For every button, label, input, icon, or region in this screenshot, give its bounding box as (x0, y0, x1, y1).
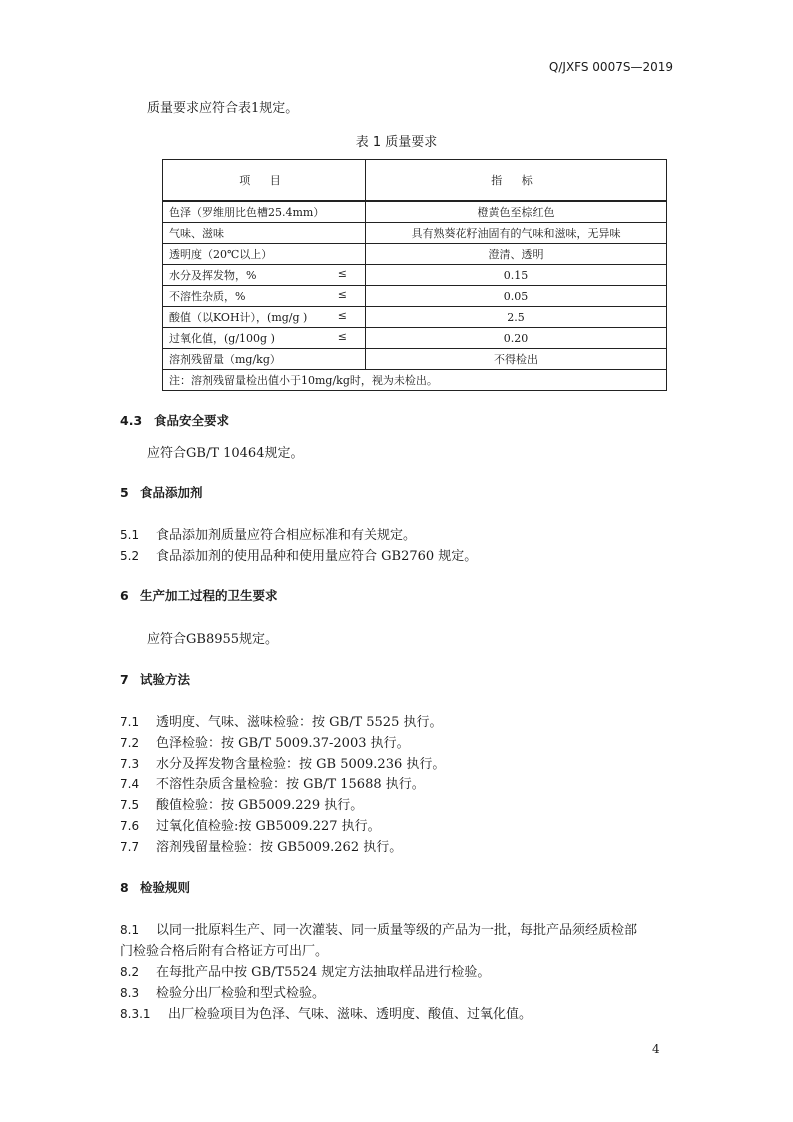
clause-text: 溶剂残留量检验：按 GB5009.262 执行。 (156, 840, 403, 855)
section-4-3-heading (120, 411, 229, 429)
section-8-heading (120, 878, 190, 896)
clause-8-1-line1 (120, 919, 637, 938)
column-header-item: 项 目 (163, 160, 366, 202)
section-number: 4.3 (120, 413, 143, 428)
section-title: 食品安全要求 (154, 413, 230, 428)
clause-text: 检验分出厂检验和型式检验。 (156, 986, 326, 1001)
row-value: 0.20 (366, 328, 667, 349)
clause-text: 酸值检验：按 GB5009.229 执行。 (156, 798, 364, 813)
row-item-label: 透明度（20℃以上） (169, 248, 273, 261)
row-item-label: 过氧化值，(g/100g ) (169, 332, 275, 345)
clause-text: 食品添加剂的使用品种和使用量应符合 GB2760 规定。 (156, 549, 478, 564)
row-value: 澄清、透明 (366, 244, 667, 265)
clause-7-3 (120, 753, 445, 772)
clause-8-1-line2: 门检验合格后附有合格证方可出厂。 (120, 944, 329, 959)
clause-8-2 (120, 961, 490, 980)
clause-text: 水分及挥发物含量检验：按 GB 5009.236 执行。 (156, 757, 446, 772)
row-item (163, 307, 366, 328)
clause-number: 7.3 (120, 757, 140, 771)
section-title: 试验方法 (140, 672, 191, 687)
row-item-label: 酸值（以KOH计），(mg/g ) (169, 311, 308, 324)
row-item-label: 气味、滋味 (169, 227, 224, 240)
clause-7-4 (120, 773, 425, 792)
table-note: 注：溶剂残留量检出值小于10mg/kg时，视为未检出。 (163, 370, 667, 391)
row-comparator: ≤ (337, 267, 347, 280)
row-item (163, 223, 366, 244)
row-item (163, 328, 366, 349)
clause-7-6 (120, 815, 381, 834)
section-number: 6 (120, 588, 129, 603)
clause-7-5 (120, 794, 363, 813)
clause-text: 过氧化值检验:按 GB5009.227 执行。 (156, 819, 381, 834)
clause-text: 色泽检验：按 GB/T 5009.37-2003 执行。 (156, 736, 410, 751)
row-value: 橙黄色至棕红色 (366, 201, 667, 223)
clause-number: 7.1 (120, 715, 140, 729)
clause-7-1 (120, 711, 442, 730)
table-title: 表 1 质量要求 (355, 135, 438, 150)
clause-number: 8.1 (120, 923, 140, 937)
clause-text: 透明度、气味、滋味检验：按 GB/T 5525 执行。 (156, 715, 443, 730)
row-value: 0.15 (366, 265, 667, 286)
document-code: Q/JXFS 0007S—2019 (548, 60, 673, 74)
table-row (163, 328, 667, 349)
clause-number: 7.4 (120, 777, 140, 791)
row-item (163, 244, 366, 265)
clause-number: 5.1 (120, 528, 140, 542)
section-number: 7 (120, 672, 129, 687)
section-4-3-text: 应符合GB/T 10464规定。 (147, 446, 304, 461)
row-item (163, 286, 366, 307)
clause-8-3 (120, 982, 325, 1001)
clause-text: 出厂检验项目为色泽、气味、滋味、透明度、酸值、过氧化值。 (168, 1007, 533, 1022)
section-6-text: 应符合GB8955规定。 (147, 632, 279, 647)
clause-text: 在每批产品中按 GB/T5524 规定方法抽取样品进行检验。 (156, 965, 491, 980)
row-item-label: 溶剂残留量（mg/kg） (169, 353, 281, 366)
clause-number: 7.2 (120, 736, 140, 750)
row-value: 0.05 (366, 286, 667, 307)
table-row (163, 201, 667, 223)
section-title: 食品添加剂 (140, 485, 203, 500)
clause-number: 7.6 (120, 819, 140, 833)
clause-text: 以同一批原料生产、同一次灌装、同一质量等级的产品为一批，每批产品须经质检部 (156, 923, 638, 938)
clause-number: 8.2 (120, 965, 140, 979)
row-item-label: 水分及挥发物，% (169, 269, 257, 282)
clause-number: 7.7 (120, 840, 140, 854)
row-value: 具有熟葵花籽油固有的气味和滋味，无异味 (366, 223, 667, 244)
clause-5-2 (120, 545, 477, 564)
clause-number: 7.5 (120, 798, 140, 812)
clause-number: 8.3 (120, 986, 140, 1000)
table-row (163, 286, 667, 307)
intro-text: 质量要求应符合表1规定。 (147, 101, 299, 116)
clause-8-3-1 (120, 1003, 532, 1022)
section-title: 检验规则 (140, 880, 191, 895)
clause-number: 8.3.1 (120, 1007, 151, 1021)
column-header-index: 指 标 (366, 160, 667, 202)
section-7-heading (120, 670, 190, 688)
row-item-label: 不溶性杂质，% (169, 290, 246, 303)
clause-number: 5.2 (120, 549, 140, 563)
clause-5-1 (120, 524, 416, 543)
section-number: 8 (120, 880, 129, 895)
row-item-label: 色泽（罗维朋比色槽25.4mm） (169, 206, 325, 219)
table-row (163, 244, 667, 265)
row-comparator: ≤ (337, 330, 347, 343)
table-header-row (163, 160, 667, 202)
clause-7-2 (120, 732, 410, 751)
row-value: 不得检出 (366, 349, 667, 370)
table-row (163, 265, 667, 286)
table-note-row (163, 370, 667, 391)
row-item (163, 201, 366, 223)
row-comparator: ≤ (337, 309, 347, 322)
page-number: 4 (652, 1042, 660, 1056)
table-row (163, 349, 667, 370)
clause-text: 食品添加剂质量应符合相应标准和有关规定。 (156, 528, 417, 543)
row-value: 2.5 (366, 307, 667, 328)
quality-requirements-table (162, 159, 667, 391)
section-title: 生产加工过程的卫生要求 (140, 588, 278, 603)
row-item (163, 265, 366, 286)
table-row (163, 223, 667, 244)
table-row (163, 307, 667, 328)
section-number: 5 (120, 485, 129, 500)
clause-7-7 (120, 836, 402, 855)
clause-text: 不溶性杂质含量检验：按 GB/T 15688 执行。 (156, 777, 425, 792)
row-item (163, 349, 366, 370)
row-comparator: ≤ (337, 288, 347, 301)
section-6-heading (120, 586, 278, 604)
section-5-heading (120, 483, 203, 501)
